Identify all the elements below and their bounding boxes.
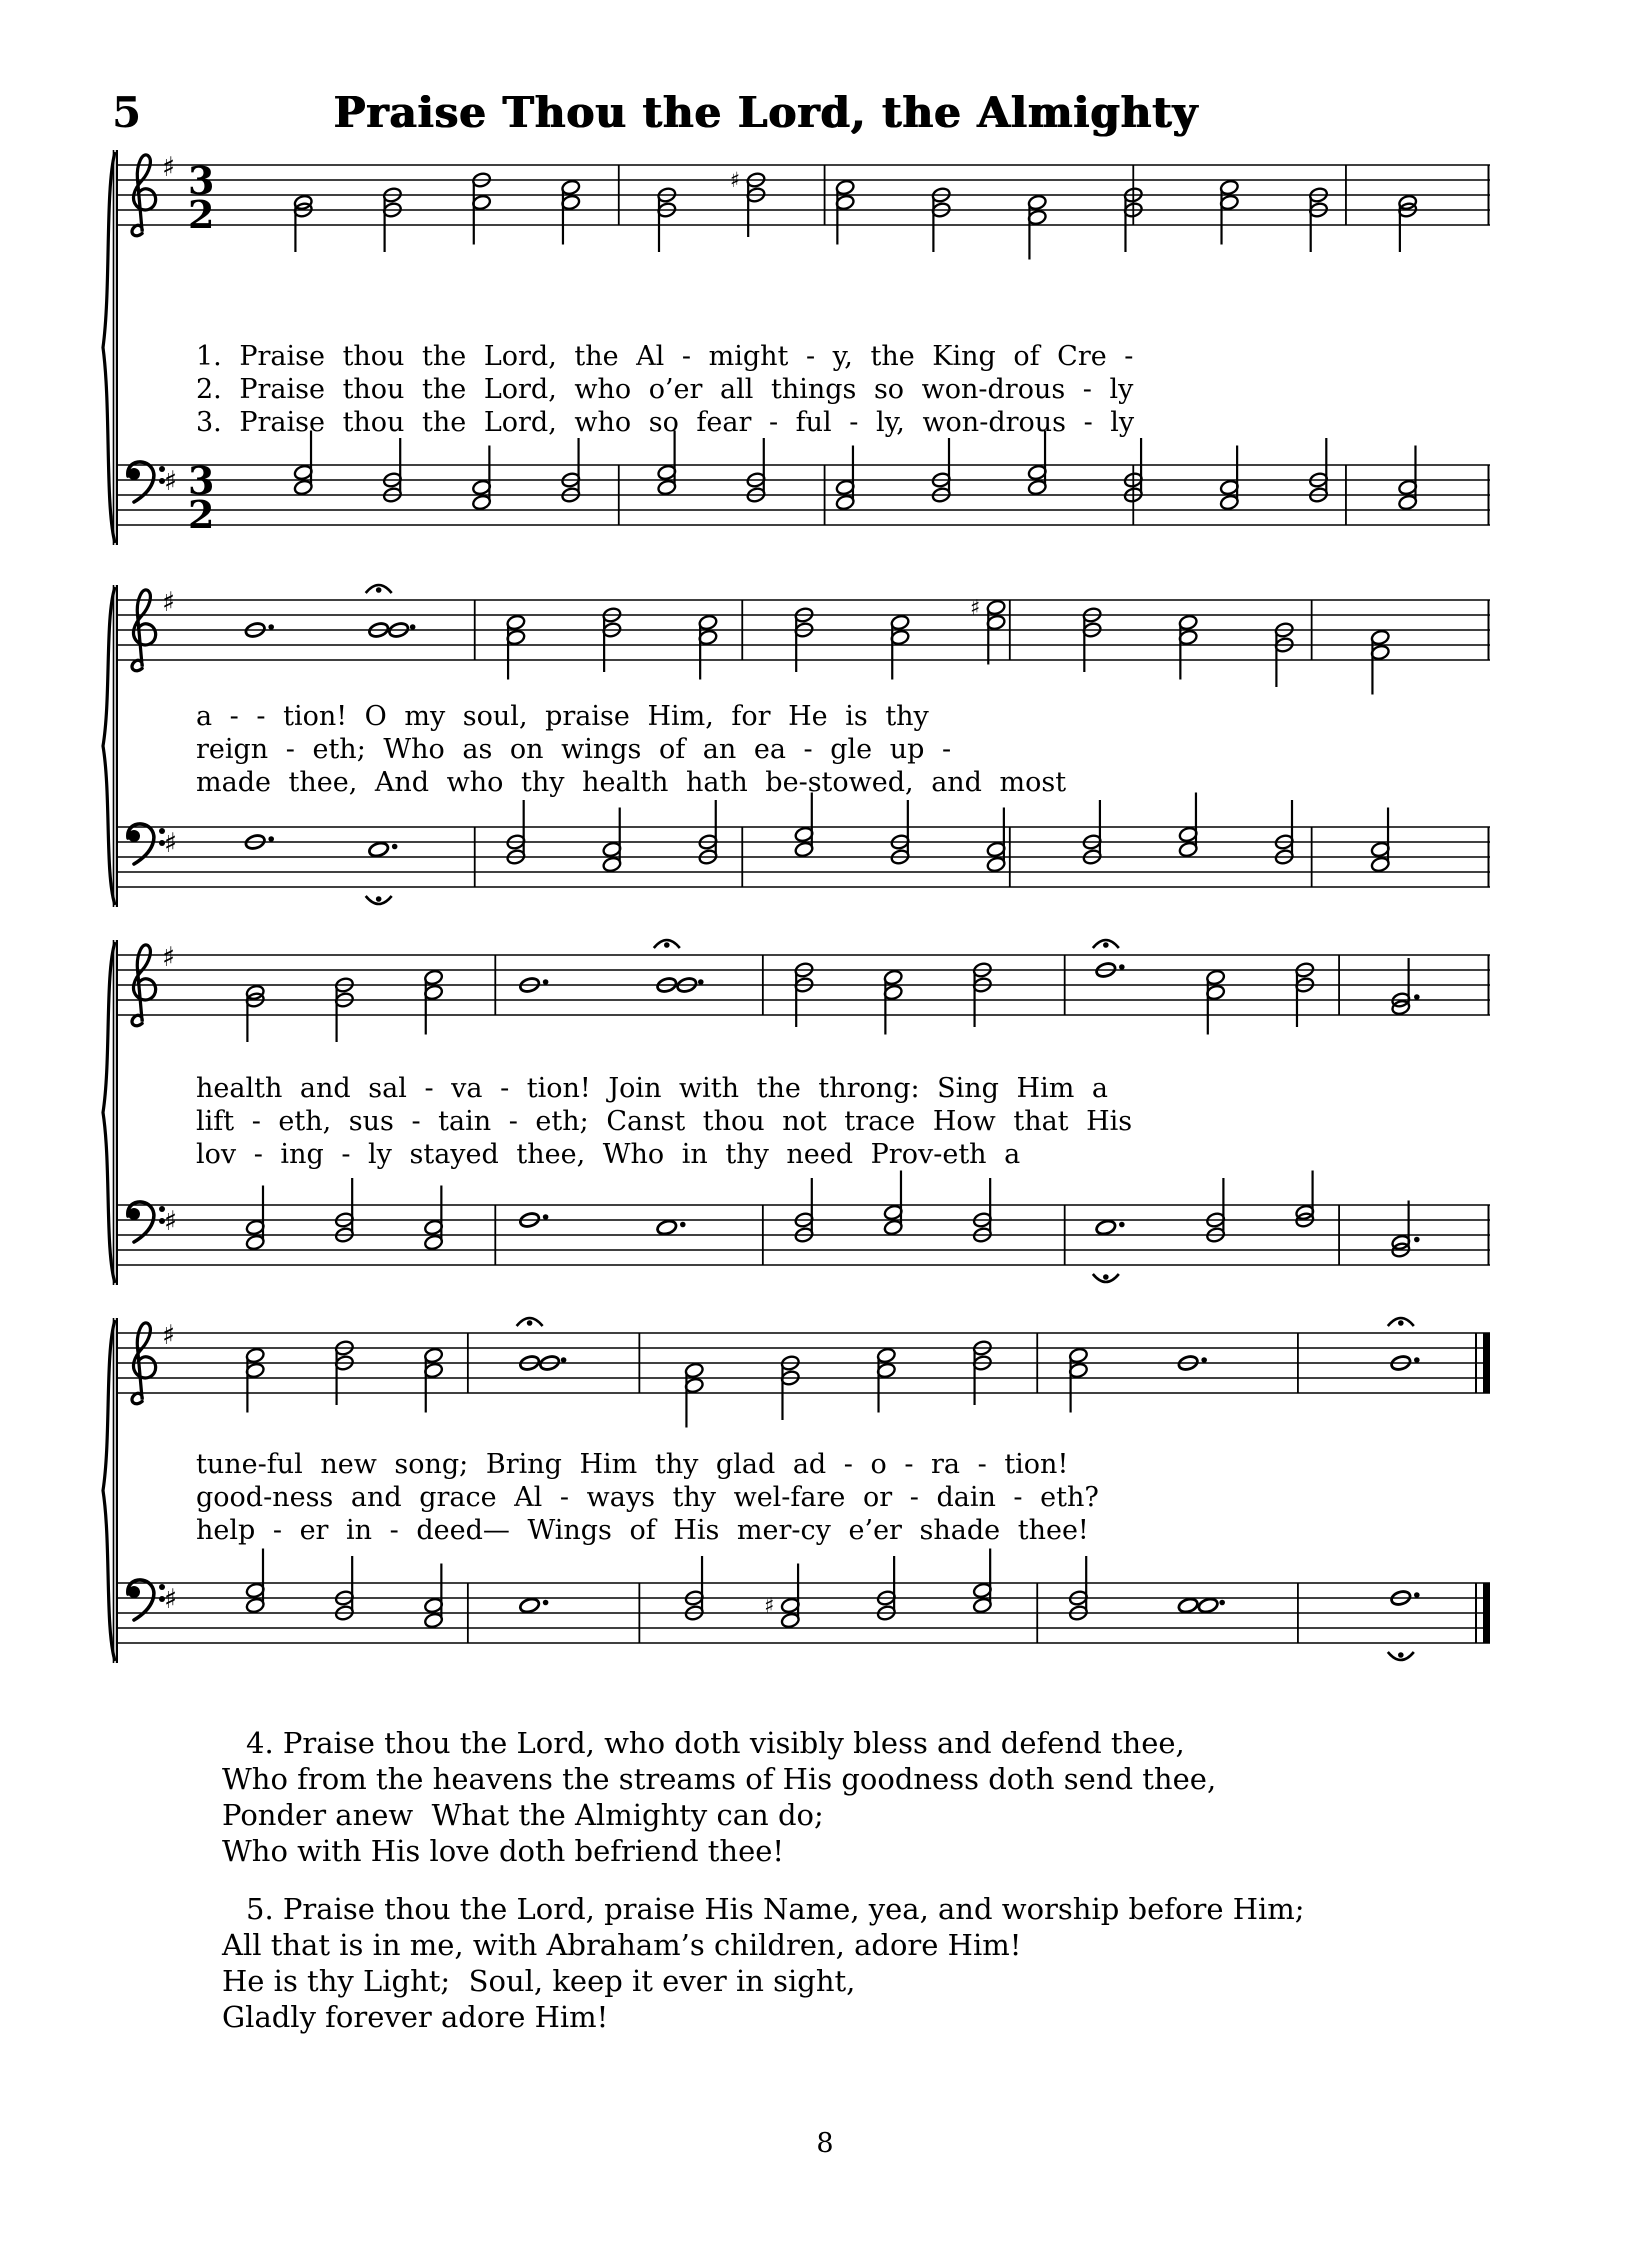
svg-text:♯: ♯ bbox=[164, 466, 178, 497]
fermata-icon bbox=[1388, 1652, 1414, 1660]
verse-5 bbox=[222, 1891, 1522, 2035]
bass-clef-icon bbox=[128, 824, 165, 864]
music-system-1 bbox=[100, 150, 1492, 550]
bass-staff bbox=[118, 1190, 1490, 1290]
treble-staff bbox=[118, 1318, 1490, 1418]
lyric-line-verse2: good-ness and grace Al - ways thy wel-fare or - dain - eth? bbox=[196, 1482, 1099, 1513]
verse-line: Gladly forever adore Him! bbox=[222, 2000, 609, 2034]
verse-line: 4. Praise thou the Lord, who doth visibly bless and defend thee, bbox=[246, 1726, 1185, 1760]
fermata-icon bbox=[517, 1318, 543, 1326]
verse-line: All that is in me, with Abraham’s children, adore Him! bbox=[222, 1928, 1022, 1962]
system-bracket bbox=[100, 150, 118, 545]
page-header bbox=[112, 88, 1490, 148]
system-bracket bbox=[100, 940, 118, 1285]
fermata-icon bbox=[366, 585, 392, 593]
verse-line: He is thy Light; Soul, keep it ever in sight, bbox=[222, 1964, 856, 1998]
lyric-line-verse3: lov - ing - ly stayed thee, Who in thy need Prov-eth a bbox=[196, 1139, 1021, 1170]
svg-text:3: 3 bbox=[188, 458, 215, 503]
fermata-icon bbox=[1093, 1274, 1119, 1282]
lyric-line-verse2: lift - eth, sus - tain - eth; Canst thou not trace How that His bbox=[196, 1106, 1133, 1137]
svg-text:♯: ♯ bbox=[162, 587, 176, 618]
treble-staff bbox=[118, 585, 1490, 685]
lyric-line-verse1: a - - tion! O my soul, praise Him, for He is thy bbox=[196, 701, 929, 732]
svg-text:♯: ♯ bbox=[164, 1206, 178, 1237]
lyric-line-verse3: 3. Praise thou the Lord, who so fear - ful - ly, won-drous - ly bbox=[196, 407, 1135, 438]
svg-text:2: 2 bbox=[188, 492, 215, 537]
bass-staff bbox=[118, 1568, 1490, 1668]
lyric-line-verse3: help - er in - deed— Wings of His mer-cy e’er shade thee! bbox=[196, 1515, 1089, 1546]
svg-text:♯: ♯ bbox=[164, 1584, 178, 1615]
svg-text:♯: ♯ bbox=[764, 1593, 775, 1618]
fermata-icon bbox=[1093, 940, 1119, 948]
svg-text:3: 3 bbox=[188, 158, 215, 203]
system-bracket bbox=[100, 1318, 118, 1663]
treble-staff bbox=[118, 940, 1490, 1040]
svg-text:♯: ♯ bbox=[162, 152, 176, 183]
lyric-line-verse1: tune-ful new song; Bring Him thy glad ad - o - ra - tion! bbox=[196, 1449, 1069, 1480]
svg-text:♯: ♯ bbox=[164, 828, 178, 859]
lyrics-block-3 bbox=[118, 1072, 1492, 1171]
treble-staff bbox=[118, 150, 1490, 250]
verse-line: 5. Praise thou the Lord, praise His Name, yea, and worship before Him; bbox=[246, 1892, 1305, 1926]
svg-text:♯: ♯ bbox=[162, 942, 176, 973]
system-bracket bbox=[100, 585, 118, 907]
lyrics-block-2 bbox=[118, 700, 1492, 799]
verse-line: Who from the heavens the streams of His goodness doth send thee, bbox=[222, 1762, 1217, 1796]
text-verses bbox=[222, 1725, 1522, 2057]
lyric-line-verse2: 2. Praise thou the Lord, who o’er all things so won-drous - ly bbox=[196, 374, 1134, 405]
verse-line: Who with His love doth befriend thee! bbox=[222, 1834, 785, 1868]
fermata-icon bbox=[366, 896, 392, 904]
fermata-icon bbox=[1388, 1318, 1414, 1326]
svg-text:2: 2 bbox=[188, 192, 215, 237]
lyric-line-verse3: made thee, And who thy health hath be-stowed, and most bbox=[196, 767, 1067, 798]
svg-text:♯: ♯ bbox=[729, 168, 741, 192]
music-system-3 bbox=[100, 940, 1492, 1285]
lyric-line-verse1: health and sal - va - tion! Join with the throng: Sing Him a bbox=[196, 1073, 1109, 1104]
bass-clef-icon bbox=[128, 1202, 165, 1242]
hymn-number: 5 bbox=[112, 88, 142, 137]
page-number: 8 bbox=[816, 2128, 834, 2159]
lyrics-block-4 bbox=[118, 1448, 1492, 1547]
hymn-title: Praise Thou the Lord, the Almighty bbox=[333, 88, 1199, 137]
bass-clef-icon bbox=[128, 462, 165, 502]
music-system-2 bbox=[100, 585, 1492, 907]
music-system-4 bbox=[100, 1318, 1492, 1663]
lyrics-block-1 bbox=[118, 340, 1492, 439]
lyric-line-verse1: 1. Praise thou the Lord, the Al - might - y, the King of Cre - bbox=[196, 341, 1134, 372]
bass-staff bbox=[118, 812, 1490, 912]
fermata-icon bbox=[654, 940, 680, 948]
bass-staff bbox=[118, 450, 1490, 550]
svg-text:♯: ♯ bbox=[970, 595, 981, 620]
verse-4 bbox=[222, 1725, 1522, 1869]
verse-line: Ponder anew What the Almighty can do; bbox=[222, 1798, 824, 1832]
lyric-line-verse2: reign - eth; Who as on wings of an ea - gle up - bbox=[196, 734, 952, 765]
bass-clef-icon bbox=[128, 1580, 165, 1620]
svg-text:♯: ♯ bbox=[162, 1320, 176, 1351]
